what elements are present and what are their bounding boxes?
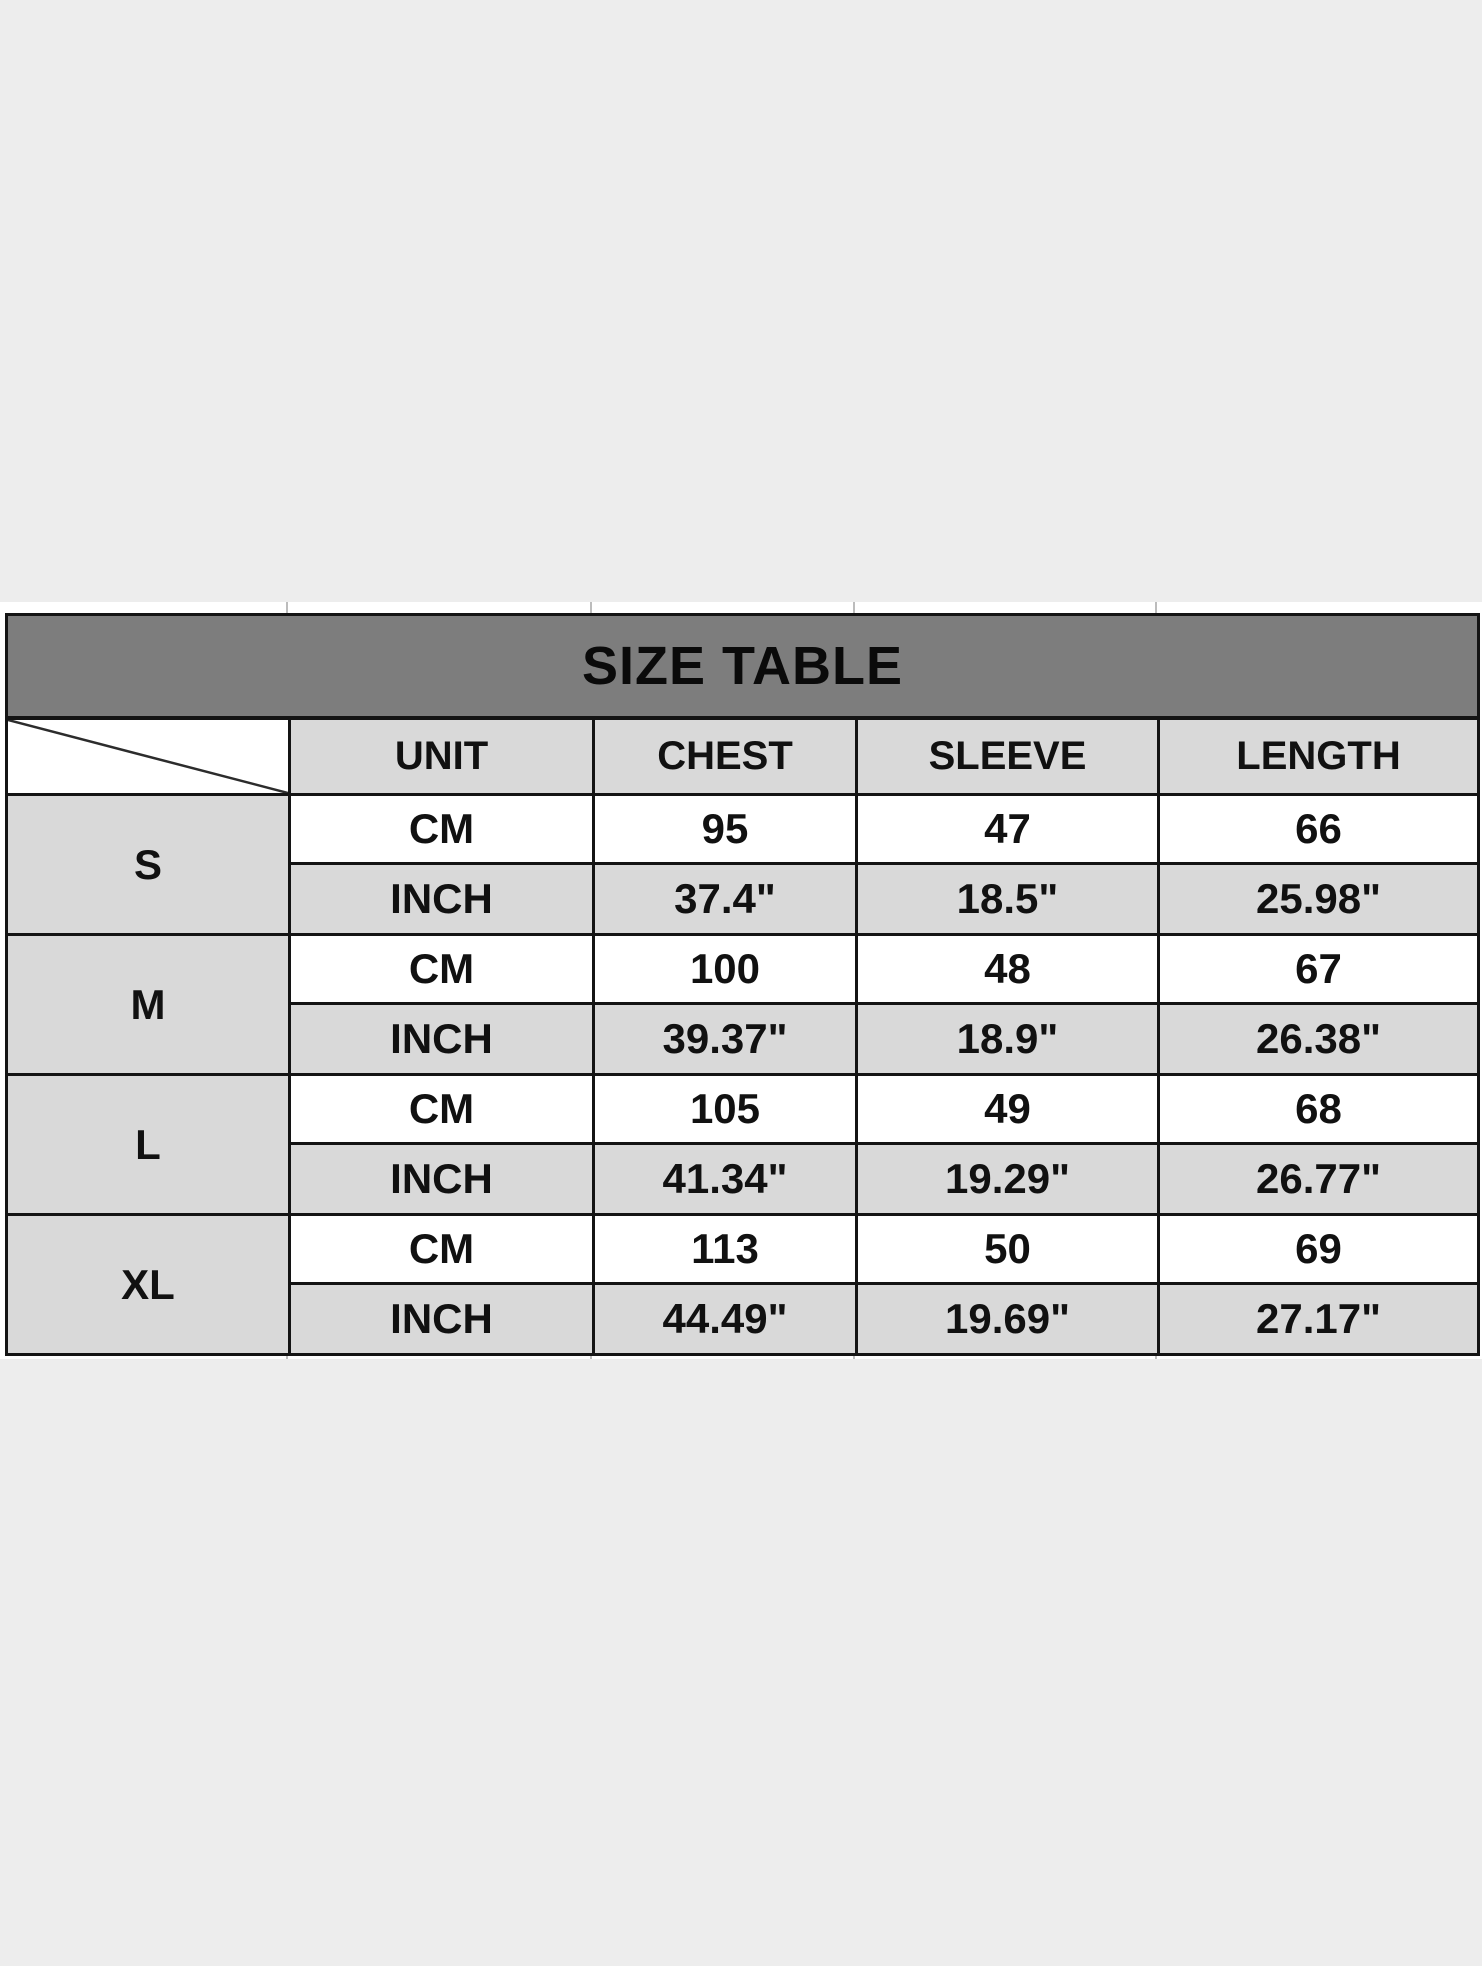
sleeve-cm-value: 47 [857, 795, 1159, 864]
size-label-m: M [7, 935, 290, 1075]
table-row-l-cm [7, 1075, 1479, 1144]
sleeve-inch-value: 19.69" [857, 1284, 1159, 1355]
length-cm-value: 66 [1159, 795, 1479, 864]
unit-cell: CM [290, 1215, 594, 1284]
unit-cell: CM [290, 795, 594, 864]
gridline-tick [590, 602, 592, 613]
sleeve-inch-value: 19.29" [857, 1144, 1159, 1215]
sleeve-inch-value: 18.5" [857, 864, 1159, 935]
chest-cm-value: 105 [594, 1075, 857, 1144]
table-row-s-cm [7, 795, 1479, 864]
chest-cm-value: 113 [594, 1215, 857, 1284]
column-header-unit: UNIT [290, 718, 594, 795]
length-inch-value: 27.17" [1159, 1284, 1479, 1355]
table-row-m-cm [7, 935, 1479, 1004]
unit-cell: INCH [290, 1004, 594, 1075]
length-inch-value: 25.98" [1159, 864, 1479, 935]
chest-cm-value: 100 [594, 935, 857, 1004]
gridline-tick [286, 602, 288, 613]
chest-inch-value: 41.34" [594, 1144, 857, 1215]
table-title: SIZE TABLE [7, 615, 1479, 719]
unit-cell: CM [290, 935, 594, 1004]
chest-inch-value: 39.37" [594, 1004, 857, 1075]
length-inch-value: 26.38" [1159, 1004, 1479, 1075]
unit-cell: INCH [290, 864, 594, 935]
column-header-chest: CHEST [594, 718, 857, 795]
length-cm-value: 67 [1159, 935, 1479, 1004]
size-label-xl: XL [7, 1215, 290, 1355]
chest-inch-value: 44.49" [594, 1284, 857, 1355]
sleeve-cm-value: 49 [857, 1075, 1159, 1144]
size-table [5, 613, 1480, 1356]
unit-cell: CM [290, 1075, 594, 1144]
sleeve-cm-value: 50 [857, 1215, 1159, 1284]
table-row-xl-cm [7, 1215, 1479, 1284]
length-cm-value: 69 [1159, 1215, 1479, 1284]
gridline-tick [1155, 602, 1157, 613]
column-header-sleeve: SLEEVE [857, 718, 1159, 795]
chest-inch-value: 37.4" [594, 864, 857, 935]
sheet-band [0, 602, 1482, 1359]
diagonal-line [8, 720, 288, 793]
chest-cm-value: 95 [594, 795, 857, 864]
unit-cell: INCH [290, 1284, 594, 1355]
size-label-s: S [7, 795, 290, 935]
sleeve-inch-value: 18.9" [857, 1004, 1159, 1075]
column-header-length: LENGTH [1159, 718, 1479, 795]
length-cm-value: 68 [1159, 1075, 1479, 1144]
gridline-tick [853, 602, 855, 613]
sleeve-cm-value: 48 [857, 935, 1159, 1004]
length-inch-value: 26.77" [1159, 1144, 1479, 1215]
column-header-row [7, 718, 1479, 795]
size-label-l: L [7, 1075, 290, 1215]
unit-cell: INCH [290, 1144, 594, 1215]
title-row [7, 615, 1479, 719]
diagonal-corner-cell [7, 718, 290, 795]
